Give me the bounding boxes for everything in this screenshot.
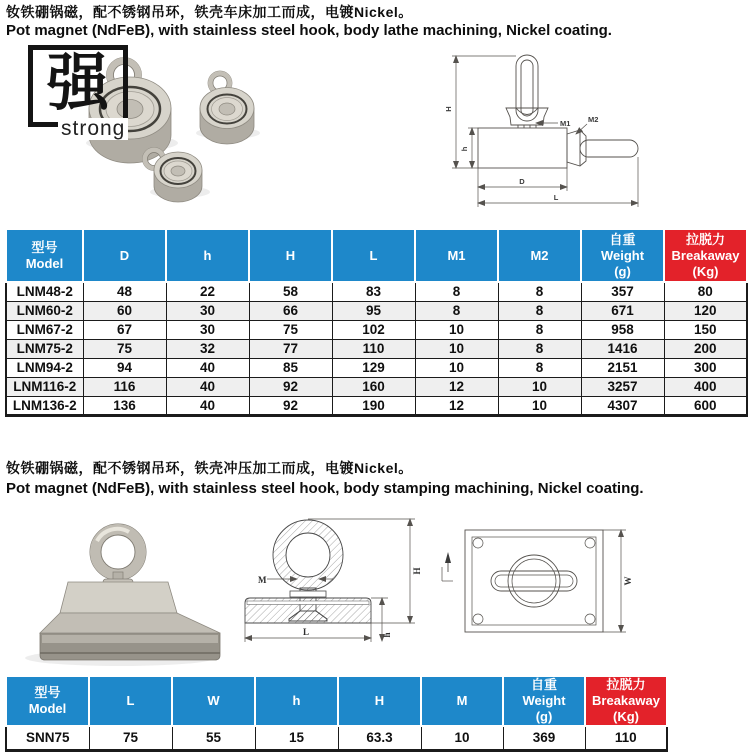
col-model-en: Model [25,255,64,271]
dim-label-M1: M1 [560,119,571,128]
table-cell: 110 [332,339,415,358]
stamped-table-body [6,726,667,750]
brand-logo [28,45,134,140]
table-cell: 48 [83,282,166,301]
table-cell: 3257 [581,377,664,396]
table-cell: 600 [664,396,747,415]
table-row [6,377,747,396]
table-cell: 4307 [581,396,664,415]
table-cell: 116 [83,377,166,396]
table-row [6,358,747,377]
table-cell: 10 [415,358,498,377]
table-cell: LNM60-2 [6,301,83,320]
table-cell: LNM67-2 [6,320,83,339]
table-cell: 160 [332,377,415,396]
table-cell: LNM48-2 [6,282,83,301]
table-cell: LNM136-2 [6,396,83,415]
section2-title-en: Pot magnet (NdFeB), with stainless steel hook, body stamping machining, Nickel coating. [6,480,644,497]
table-cell: 63.3 [338,726,421,750]
table-cell: 30 [166,320,249,339]
table-cell: 120 [664,301,747,320]
table-cell: 60 [83,301,166,320]
dim-label-D: D [519,177,525,186]
table-cell: 8 [498,339,581,358]
lathe-spec-table [5,228,748,417]
dim-label-M2: M2 [588,115,599,124]
col-weight2: 自重 Weight (g) [503,676,585,726]
table-cell: 8 [498,358,581,377]
col-H2: H [338,676,421,726]
table-cell: 300 [664,358,747,377]
table-cell: 40 [166,377,249,396]
lathe-table-body [6,282,747,415]
dim-label-W: W [623,576,633,586]
brand-logo-caption: strong [58,118,128,140]
col-model [6,229,83,282]
table-cell: 8 [415,301,498,320]
table-cell: SNN75 [6,726,89,750]
table-cell: 77 [249,339,332,358]
col-L: L [332,229,415,282]
dim-label-H2: H [412,567,422,575]
col-M: M [421,676,503,726]
photo-rect-pot-magnet [5,508,250,670]
col-L2: L [89,676,172,726]
table-cell: 12 [415,377,498,396]
table-row [6,396,747,415]
section2-title-zh: 钕铁硼锅磁，配不锈钢吊环，铁壳冲压加工而成，电镀Nickel。 [6,460,413,476]
col-breakaway: 拉脱力 Breakaway (Kg) [664,229,747,282]
table-cell: 92 [249,396,332,415]
table-cell: 75 [249,320,332,339]
table-cell: 40 [166,358,249,377]
drawing-rect-magnet-section [243,505,458,675]
col-weight: 自重 Weight (g) [581,229,664,282]
table-cell: 10 [498,396,581,415]
table-cell: 2151 [581,358,664,377]
drawing-rect-magnet-topview [440,515,650,645]
lathe-table-header-row [6,229,747,282]
table-cell: 58 [249,282,332,301]
table-cell: 400 [664,377,747,396]
dim-label-h: h [460,146,469,152]
table-cell: 369 [503,726,585,750]
table-cell: 958 [581,320,664,339]
table-cell: 136 [83,396,166,415]
table-cell: 110 [585,726,667,750]
table-cell: 75 [89,726,172,750]
table-cell: 83 [332,282,415,301]
table-cell: 30 [166,301,249,320]
table-cell: 15 [255,726,338,750]
section1-title-zh: 钕铁硼锅磁，配不锈钢吊环，铁壳车床加工而成，电镀Nickel。 [6,4,413,20]
table-row [6,726,667,750]
table-cell: 150 [664,320,747,339]
table-cell: 8 [498,301,581,320]
table-cell: LNM94-2 [6,358,83,377]
section1-title-en: Pot magnet (NdFeB), with stainless steel hook, body lathe machining, Nickel coating. [6,22,612,39]
table-cell: 10 [415,339,498,358]
table-cell: 200 [664,339,747,358]
col-h2: h [255,676,338,726]
table-cell: 129 [332,358,415,377]
col-W2: W [172,676,255,726]
col-H: H [249,229,332,282]
col-model-zh: 型号 [31,239,58,255]
table-cell: 92 [249,377,332,396]
table-cell: 12 [415,396,498,415]
col-D: D [83,229,166,282]
brand-logo-character: 强 [46,49,109,118]
drawing-lathe-magnet [430,45,750,215]
dim-label-M: M [258,575,267,585]
dim-label-H: H [444,106,453,112]
table-cell: 10 [421,726,503,750]
table-cell: 95 [332,301,415,320]
table-cell: 32 [166,339,249,358]
table-cell: 8 [498,282,581,301]
col-M2: M2 [498,229,581,282]
dim-label-L: L [553,193,559,202]
table-cell: 94 [83,358,166,377]
table-cell: 10 [498,377,581,396]
table-row [6,339,747,358]
col-model2: 型号 Model [6,676,89,726]
table-cell: LNM116-2 [6,377,83,396]
stamped-table-header-row [6,676,667,726]
table-cell: 55 [172,726,255,750]
stamped-spec-table [5,675,668,752]
table-row [6,301,747,320]
table-cell: 8 [498,320,581,339]
table-cell: 67 [83,320,166,339]
table-cell: 22 [166,282,249,301]
table-cell: 40 [166,396,249,415]
col-h: h [166,229,249,282]
table-row [6,282,747,301]
table-cell: LNM75-2 [6,339,83,358]
table-cell: 1416 [581,339,664,358]
section-cut-arrow-icon [445,552,451,563]
table-cell: 190 [332,396,415,415]
table-cell: 10 [415,320,498,339]
col-M1: M1 [415,229,498,282]
dim-label-L2: L [302,627,310,637]
table-cell: 102 [332,320,415,339]
table-cell: 85 [249,358,332,377]
col-breakaway2: 拉脱力 Breakaway (Kg) [585,676,667,726]
table-cell: 66 [249,301,332,320]
table-cell: 671 [581,301,664,320]
table-cell: 80 [664,282,747,301]
table-row [6,320,747,339]
dim-label-h2: h [382,632,392,638]
table-cell: 357 [581,282,664,301]
table-cell: 75 [83,339,166,358]
table-cell: 8 [415,282,498,301]
